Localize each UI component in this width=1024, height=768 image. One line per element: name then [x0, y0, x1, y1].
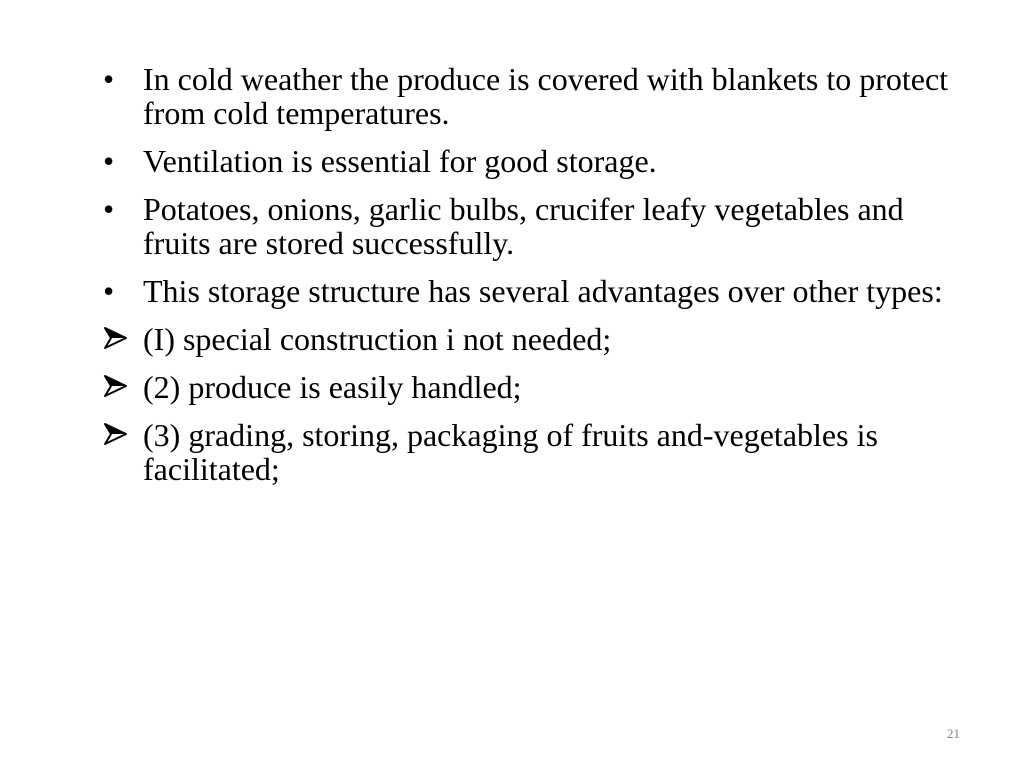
bullet-text: In cold weather the produce is covered with blankets to protect from cold temperatures. — [143, 61, 949, 131]
arrow-bullet-icon — [103, 374, 129, 398]
sub-bullet-item — [100, 370, 950, 404]
bullet-text: (3) grading, storing, packaging of fruits and-vegetables is facilitated; — [143, 417, 878, 487]
bullet-item — [100, 192, 950, 260]
bullet-marker: • — [103, 143, 115, 179]
bullet-marker: • — [103, 191, 115, 227]
bullet-text: This storage structure has several advantages over other types: — [143, 273, 943, 309]
bullet-item — [100, 144, 950, 178]
bullet-item — [100, 62, 950, 130]
bullet-text: (2) produce is easily handled; — [143, 369, 522, 405]
arrow-bullet-icon — [103, 422, 129, 446]
bullet-text: Ventilation is essential for good storage. — [143, 143, 657, 179]
bullet-marker: • — [103, 273, 115, 309]
arrow-bullet-icon — [103, 326, 129, 350]
sub-bullet-item — [100, 418, 950, 486]
bullet-text: (I) special construction i not needed; — [143, 321, 612, 357]
bullet-marker: • — [103, 61, 115, 97]
page-number: 21 — [947, 726, 960, 741]
bullet-list — [100, 62, 950, 500]
sub-bullet-item — [100, 322, 950, 356]
bullet-text: Potatoes, onions, garlic bulbs, crucifer leafy vegetables and fruits are stored successfully. — [143, 191, 904, 261]
bullet-item — [100, 274, 950, 308]
